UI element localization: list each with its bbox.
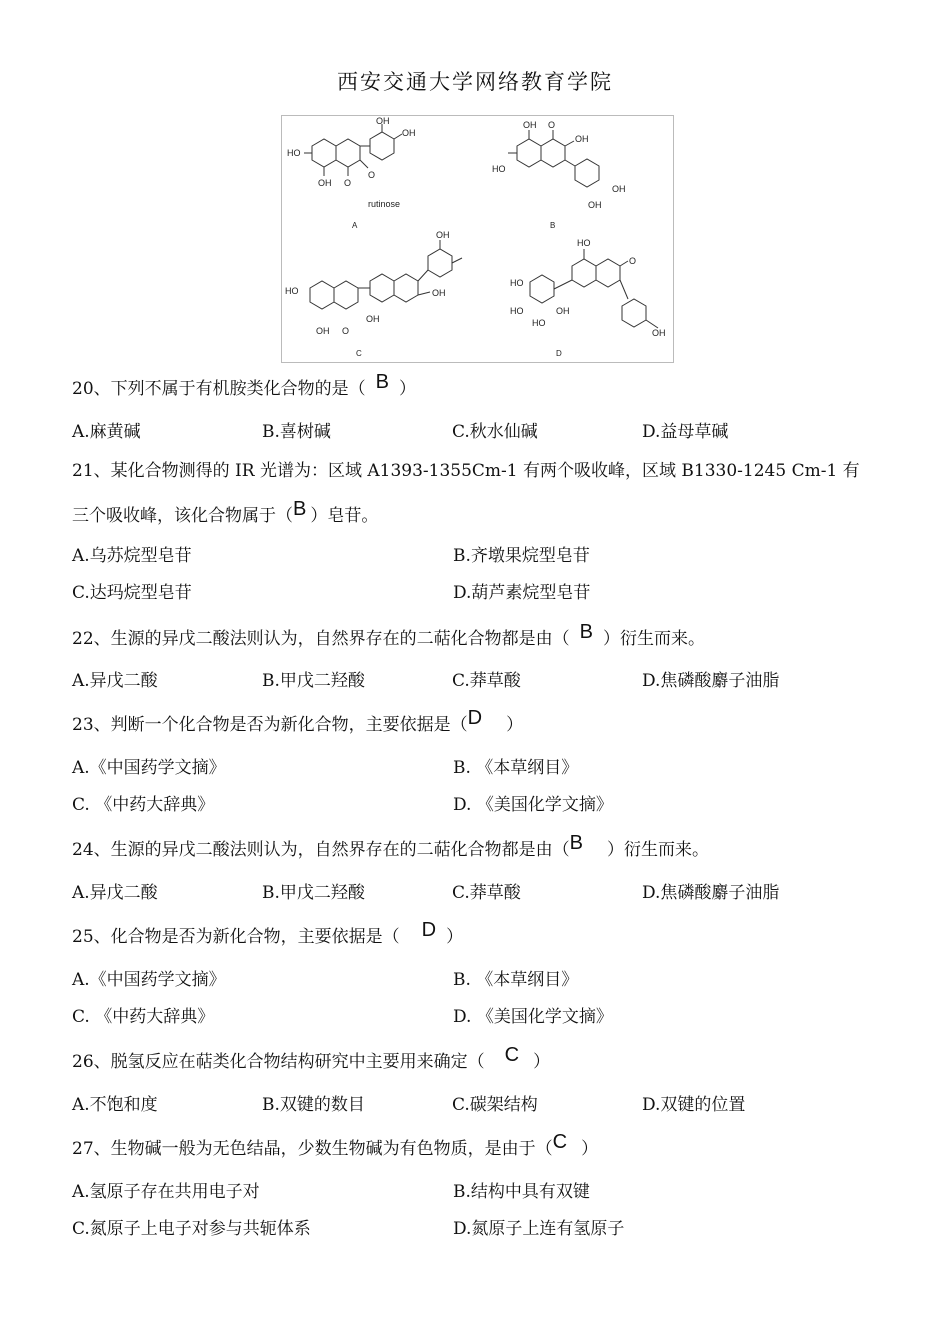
structure-d-label: D — [556, 349, 562, 358]
oh-label: OH — [316, 326, 330, 336]
oh-label: OH — [612, 184, 626, 194]
option: D.双键的位置 — [642, 1095, 746, 1115]
option: B.双键的数目 — [262, 1095, 365, 1115]
stem-text: ） — [506, 715, 524, 735]
page-title: 西安交通大学网络教育学院 — [337, 70, 613, 94]
option: C. 《中药大辞典》 — [72, 1007, 215, 1027]
option: B. 《本草纲目》 — [453, 970, 579, 990]
options-row — [72, 756, 892, 780]
option: B.甲戊二羟酸 — [262, 883, 365, 903]
question-stem — [72, 371, 892, 401]
oh-label: OH — [436, 230, 450, 240]
options-row — [72, 420, 892, 444]
o-label: O — [368, 170, 376, 180]
options-row — [72, 581, 892, 605]
options-row — [72, 1005, 892, 1029]
question-stem — [72, 832, 892, 862]
oh-label: OH — [402, 128, 416, 138]
option: A.《中国药学文摘》 — [72, 758, 226, 778]
options-row — [72, 881, 892, 905]
structure-b-label: B — [550, 221, 556, 230]
option: D. 《美国化学文摘》 — [453, 795, 613, 815]
option: D.益母草碱 — [642, 422, 729, 442]
structure-c — [285, 230, 462, 358]
question-stem — [72, 1044, 892, 1074]
options-row — [72, 1217, 892, 1241]
ho-label: HO — [532, 318, 546, 328]
oh-label: OH — [318, 178, 332, 188]
option: A.乌苏烷型皂苷 — [72, 546, 192, 566]
option: C. 《中药大辞典》 — [72, 795, 215, 815]
answer-mark: B — [569, 832, 583, 854]
question-stem: 21、某化合物测得的 IR 光谱为：区域 A1393-1355Cm-1 有两个吸收峰，区域 B1330-1245 Cm-1 有 — [72, 461, 860, 481]
stem-text: 20、下列不属于有机胺类化合物的是（ — [72, 379, 366, 399]
o-label: O — [548, 120, 556, 130]
oh-label: OH — [523, 120, 537, 130]
options-row — [72, 968, 892, 992]
oh-label: OH — [376, 116, 390, 126]
option: B. 《本草纲目》 — [453, 758, 579, 778]
ho-label: HO — [577, 238, 591, 248]
o-label: O — [629, 256, 637, 266]
stem-text: ）衍生而来。 — [606, 840, 709, 860]
answer-mark: D — [467, 707, 483, 729]
option: D.焦磷酸麝子油脂 — [642, 883, 780, 903]
option: B.齐墩果烷型皂苷 — [453, 546, 590, 566]
option: A.异戊二酸 — [72, 671, 158, 691]
stem-text: ） — [398, 379, 416, 399]
option: B.喜树碱 — [262, 422, 331, 442]
option: C.秋水仙碱 — [452, 422, 538, 442]
o-label: O — [342, 326, 350, 336]
o-label: O — [344, 178, 352, 188]
option: B.甲戊二羟酸 — [262, 671, 365, 691]
answer-mark: B — [375, 371, 389, 393]
option: D. 《美国化学文摘》 — [453, 1007, 613, 1027]
structure-b — [492, 120, 626, 230]
option: A.麻黄碱 — [72, 422, 141, 442]
stem-text: ） — [533, 1052, 551, 1072]
structure-d — [510, 238, 666, 358]
question-stem — [72, 1131, 892, 1161]
options-row — [72, 793, 892, 817]
stem-text: ）衍生而来。 — [602, 629, 705, 649]
options-row — [72, 544, 892, 568]
option: A.《中国药学文摘》 — [72, 970, 226, 990]
options-row — [72, 669, 892, 693]
stem-text: 25、化合物是否为新化合物，主要依据是（ — [72, 927, 400, 947]
option: C.氮原子上电子对参与共轭体系 — [72, 1219, 311, 1239]
option: A.氢原子存在共用电子对 — [72, 1182, 260, 1202]
stem-text: 26、脱氢反应在萜类化合物结构研究中主要用来确定（ — [72, 1052, 485, 1072]
answer-mark: B — [293, 498, 307, 520]
oh-label: OH — [588, 200, 602, 210]
structure-c-label: C — [356, 349, 362, 358]
structure-a — [287, 116, 416, 230]
rutinose-label: rutinose — [368, 199, 401, 209]
option: A.不饱和度 — [72, 1095, 158, 1115]
ho-label: HO — [492, 164, 506, 174]
oh-label: OH — [432, 288, 446, 298]
option: B.结构中具有双键 — [453, 1182, 590, 1202]
oh-label: OH — [575, 134, 589, 144]
question-stem — [72, 621, 892, 651]
question-stem — [72, 707, 892, 737]
option: A.异戊二酸 — [72, 883, 158, 903]
chemical-structures-figure — [281, 115, 674, 363]
ho-label: HO — [510, 306, 524, 316]
option: C.达玛烷型皂苷 — [72, 583, 192, 603]
answer-mark: C — [504, 1044, 520, 1066]
stem-text: 22、生源的异戊二酸法则认为，自然界存在的二萜化合物都是由（ — [72, 629, 570, 649]
stem-text: 三个吸收峰，该化合物属于（ — [72, 506, 293, 526]
oh-label: OH — [652, 328, 666, 338]
option: D.焦磷酸麝子油脂 — [642, 671, 780, 691]
ho-label: HO — [287, 148, 301, 158]
stem-text: ） — [581, 1139, 599, 1159]
stem-text: 23、判断一个化合物是否为新化合物，主要依据是（ — [72, 715, 468, 735]
question-stem — [72, 498, 892, 528]
options-row — [72, 1180, 892, 1204]
option: C.碳架结构 — [452, 1095, 538, 1115]
stem-text: 27、生物碱一般为无色结晶，少数生物碱为有色物质，是由于（ — [72, 1139, 553, 1159]
stem-text: ）皂苷。 — [310, 506, 379, 526]
ho-label: HO — [510, 278, 524, 288]
answer-mark: C — [552, 1131, 568, 1153]
options-row — [72, 1093, 892, 1117]
option: C.莽草酸 — [452, 671, 521, 691]
option: D.葫芦素烷型皂苷 — [453, 583, 591, 603]
oh-label: OH — [366, 314, 380, 324]
structure-a-label: A — [352, 221, 358, 230]
stem-text: 24、生源的异戊二酸法则认为，自然界存在的二萜化合物都是由（ — [72, 840, 570, 860]
answer-mark: B — [579, 621, 593, 643]
option: C.莽草酸 — [452, 883, 521, 903]
structures-svg — [282, 116, 673, 362]
answer-mark: D — [421, 919, 437, 941]
question-stem — [72, 919, 892, 949]
oh-label: OH — [556, 306, 570, 316]
ho-label: HO — [285, 286, 299, 296]
option: D.氮原子上连有氢原子 — [453, 1219, 625, 1239]
stem-text: ） — [446, 927, 464, 947]
